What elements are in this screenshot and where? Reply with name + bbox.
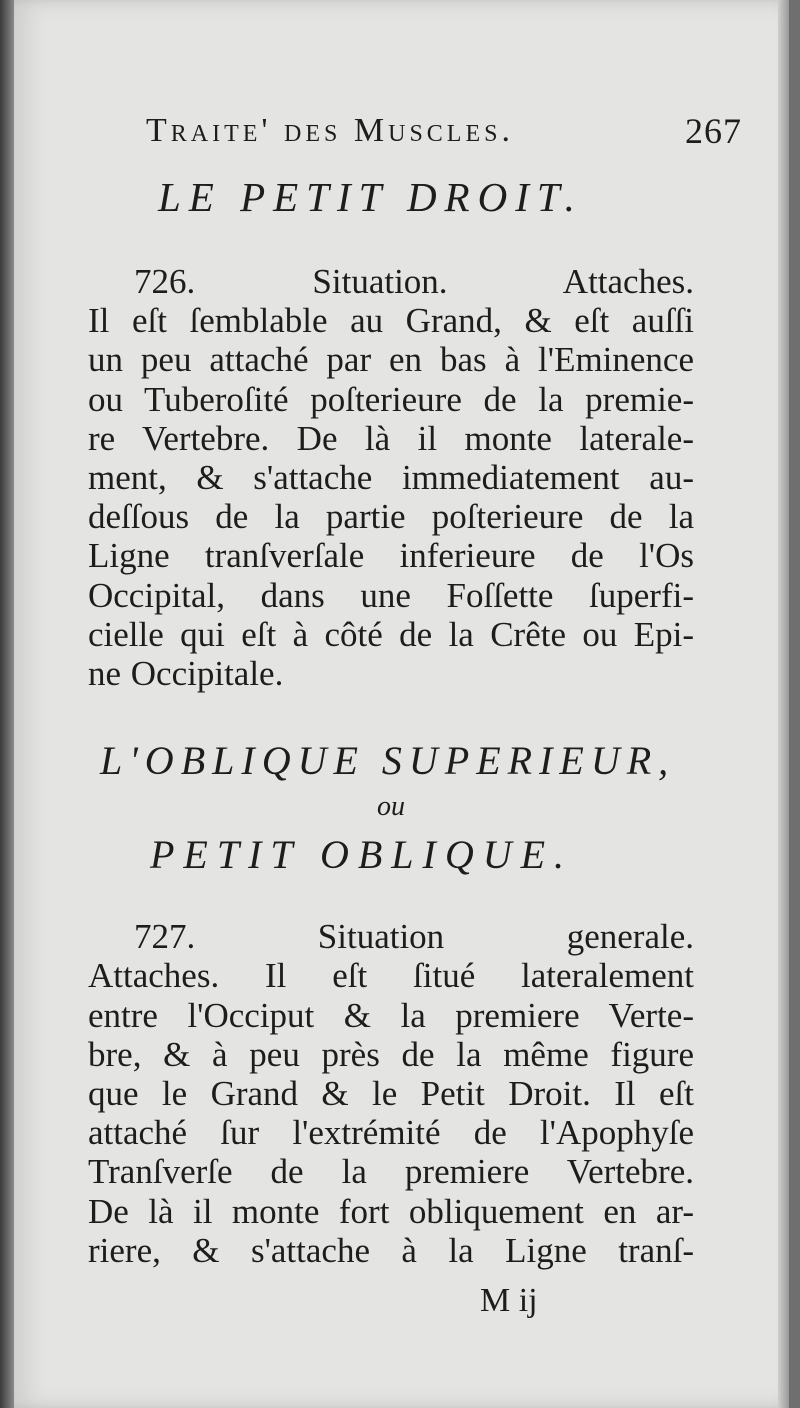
book-spine-shadow [0, 0, 14, 1408]
paragraph-727 [88, 917, 694, 1270]
section-title-oblique-superieur [88, 733, 694, 885]
section-title-line: PETIT OBLIQUE. [150, 832, 574, 878]
paragraph-line: cielle qui eſt à côté de la Crête ou Epi- [88, 614, 694, 654]
paragraph-line: ne Occipitale. [88, 654, 284, 694]
running-title: Traite' des Muscles. [146, 112, 514, 149]
section-title-petit-droit: LE PETIT DROIT. [158, 174, 583, 220]
section-title-connector: ou [377, 791, 405, 823]
page-text-block [88, 102, 742, 1270]
paragraph-line: Ligne tranſverſale inferieure de l'Os [88, 536, 694, 576]
book-page [14, 0, 789, 1408]
page-edge [778, 0, 789, 1408]
paragraph-726 [88, 262, 694, 693]
paragraph-line: Tranſverſe de la premiere Vertebre. [88, 1152, 694, 1192]
paragraph-line: 727. Situation generale. [134, 917, 694, 957]
paragraph-line: que le Grand & le Petit Droit. Il eſt [88, 1074, 694, 1114]
paragraph-line: ment, & s'attache immediatement au- [88, 458, 694, 498]
paragraph-line: un peu attaché par en bas à l'Eminence [88, 340, 694, 380]
paragraph-line: Il eſt ſemblable au Grand, & eſt auſſi [88, 301, 694, 341]
paragraph-line: De là il monte fort obliquement en ar- [88, 1191, 694, 1231]
paragraph-line: re Vertebre. De là il monte laterale- [88, 418, 694, 458]
paragraph-line: ou Tuberoſité poſterieure de la premie- [88, 379, 694, 419]
paragraph-line: deſſous de la partie poſterieure de la [88, 497, 694, 537]
paragraph-line: 726. Situation. Attaches. [134, 262, 694, 301]
paragraph-line: riere, & s'attache à la Ligne tranſ- [88, 1230, 694, 1270]
running-header [146, 102, 742, 160]
paragraph-line: bre, & à peu près de la même figure [88, 1034, 694, 1074]
paragraph-line: attaché ſur l'extrémité de l'Apophyſe [88, 1113, 694, 1153]
paragraph-line: entre l'Occiput & la premiere Verte- [88, 995, 694, 1035]
page-number: 267 [685, 111, 742, 151]
section-title-line: L'OBLIQUE SUPERIEUR, [100, 738, 676, 784]
paragraph-line: Attaches. Il eſt ſitué lateralement [88, 956, 694, 996]
signature-mark: M ij [480, 1282, 538, 1319]
paragraph-line: Occipital, dans une Foſſette ſuperfi- [88, 575, 694, 615]
